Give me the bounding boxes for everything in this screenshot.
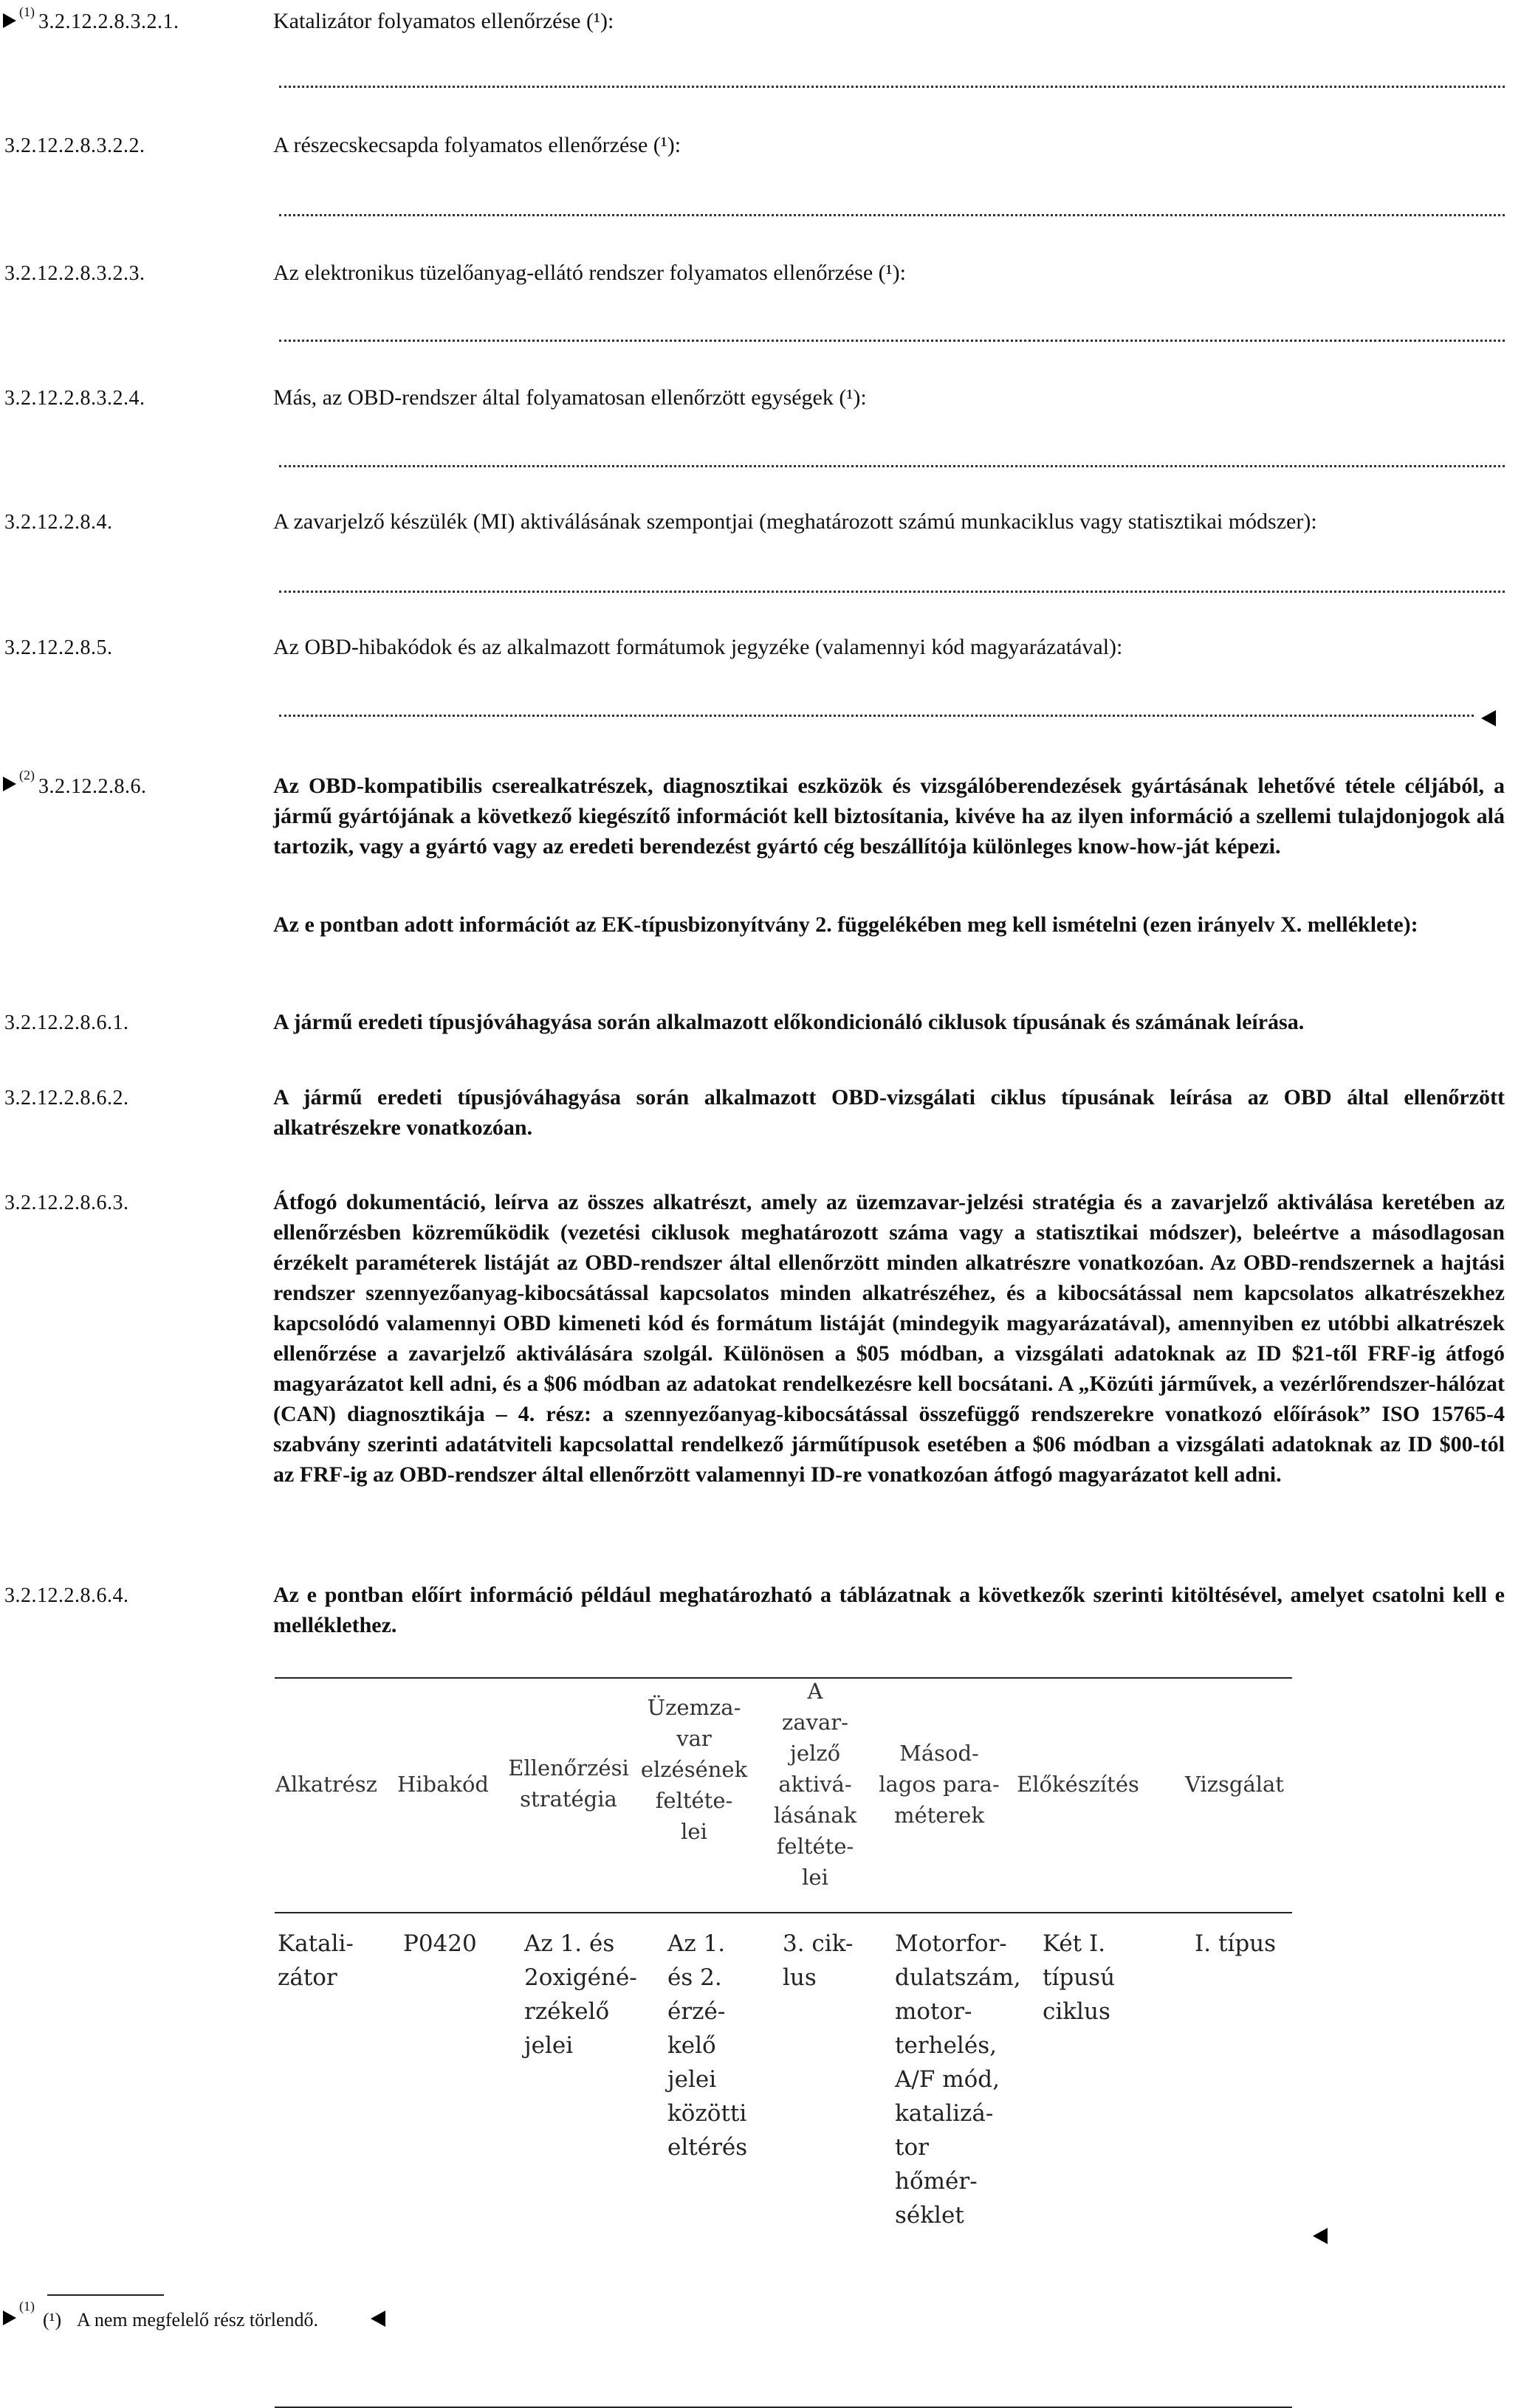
table-header-line: Előkészítés <box>1017 1772 1139 1797</box>
table-header-line: zavar- <box>782 1710 848 1735</box>
table-cell-line: dulatszám, <box>895 1964 1021 1991</box>
table-cell-line: Katali- <box>278 1930 354 1957</box>
table-cell-line: típusú <box>1043 1964 1116 1991</box>
table-header-line: méterek <box>893 1803 985 1828</box>
table-cell <box>895 1927 1021 2232</box>
item-text: A részecskecsapda folyamatos ellenőrzése (¹): <box>273 133 681 157</box>
table-cell-line: I. típus <box>1195 1930 1277 1957</box>
table-cell-line: és 2. <box>667 1964 722 1991</box>
table-cell <box>403 1927 477 1961</box>
dotted-fill-line <box>279 465 1505 467</box>
table-header-line: Hibakód <box>396 1772 489 1797</box>
subsection-number: 3.2.12.2.8.6.4. <box>4 1584 129 1607</box>
change-marker-start-icon <box>3 777 16 791</box>
section-paragraph: Az OBD-kompatibilis cserealkatrészek, diagnosztikai eszközök és vizsgálóberendezések gyártásának lehetővé tétele céljából, a jármű gyártójának a következő kiegészítő információt kell biztosítania, kivéve ha az ilyen információ a szellemi tulajdonjogok alá tartozik, vagy a gyártó vagy az eredeti berendezést gyártó cég beszállítója különleges know-how-ját képezi. <box>273 774 1505 859</box>
dotted-fill-line <box>279 86 1505 88</box>
table-header-cell <box>1153 1769 1316 1800</box>
change-marker-end-icon <box>1313 2228 1328 2244</box>
table-cell <box>1043 1927 1115 2029</box>
change-marker-end-icon <box>1481 710 1496 726</box>
table-header-line: lagos para- <box>879 1772 1000 1797</box>
table-cell-line: Motorfor- <box>895 1930 1007 1957</box>
change-marker-end-icon <box>371 2311 385 2327</box>
item-text: Más, az OBD-rendszer által folyamatosan ellenőrzött egységek (¹): <box>273 385 867 410</box>
footnote-ref: (¹) <box>43 2309 62 2330</box>
table-cell-line: rzékelő <box>524 1998 610 2025</box>
table-cell-line: érzé- <box>667 1998 726 2025</box>
table-cell-line: tor <box>895 2134 929 2161</box>
table-cell-line: ciklus <box>1043 1998 1110 2025</box>
table-header-cell <box>997 1769 1159 1800</box>
subsection-number: 3.2.12.2.8.6.2. <box>4 1087 129 1110</box>
change-marker-label: (1) <box>19 4 35 19</box>
dotted-fill-line <box>279 715 1474 717</box>
table-cell <box>783 1927 853 1995</box>
subsection-text: A jármű eredeti típusjóváhagyása során alkalmazott előkondicionáló ciklusok típusának és számának leírása. <box>273 1010 1305 1034</box>
table-header-line: Vizsgálat <box>1185 1772 1284 1797</box>
item-number: 3.2.12.2.8.3.2.2. <box>4 134 145 157</box>
table-cell-line: katalizá- <box>895 2100 994 2127</box>
subsection-text: A jármű eredeti típusjóváhagyása során alkalmazott OBD-vizsgálati ciklus típusának leírása az OBD által ellenőrzött alkatrészekre vonatkozóan. <box>273 1085 1505 1140</box>
footnote-text: A nem megfelelő rész törlendő. <box>77 2309 319 2330</box>
dotted-fill-line <box>279 340 1505 342</box>
table-cell-line: jelei <box>667 2066 717 2093</box>
table-cell <box>278 1927 354 1995</box>
table-header-line: Másod- <box>899 1741 979 1766</box>
table-header-line: feltéte- <box>776 1834 854 1859</box>
change-marker-label: (1) <box>19 2299 35 2314</box>
subsection-text: Az e pontban előírt információ például meghatározható a táblázatnak a következők szerinti kitöltésével, amelyet csatolni kell e melléklethez. <box>273 1583 1505 1637</box>
table-header-line: var <box>676 1726 712 1751</box>
table-header-line: lásának <box>773 1803 857 1828</box>
table-cell-line: kelő <box>667 2032 716 2059</box>
table-header-line: elzésének <box>640 1757 748 1782</box>
table-header-line: lei <box>802 1865 828 1890</box>
table-cell <box>1195 1927 1276 1961</box>
table-header-line: Alkatrész <box>275 1772 377 1797</box>
change-marker-label: (2) <box>19 768 35 782</box>
item-text: Az elektronikus tüzelőanyag-ellátó rendszer folyamatos ellenőrzése (¹): <box>273 261 906 285</box>
table-header-line: jelző <box>789 1741 841 1766</box>
section-paragraph: Az e pontban adott információt az EK-típusbizonyítvány 2. függelékében meg kell ismételni (ezen irányelv X. melléklete): <box>273 912 1418 937</box>
table-header-cell <box>858 1738 1020 1831</box>
item-number: 3.2.12.2.8.3.2.3. <box>4 262 145 285</box>
subsection-number: 3.2.12.2.8.6.1. <box>4 1011 129 1034</box>
table-header-line: Üzemza- <box>647 1695 741 1720</box>
table-cell <box>667 1927 747 2164</box>
table-cell-line: zátor <box>278 1964 337 1991</box>
table-header-line: A <box>807 1679 823 1704</box>
item-text: A zavarjelző készülék (MI) aktiválásának szempontjai (meghatározott számú munkaciklus vagy statisztikai módszer): <box>273 509 1317 534</box>
table-cell-line: A/F mód, <box>895 2066 1000 2093</box>
table-header-line: aktivá- <box>778 1772 852 1797</box>
table-header-line: Ellenőrzési <box>508 1755 629 1781</box>
table-header-rule <box>275 1912 1292 1913</box>
dotted-fill-line <box>279 214 1505 216</box>
item-text: Katalizátor folyamatos ellenőrzése (¹): <box>273 9 614 33</box>
item-number: 3.2.12.2.8.3.2.4. <box>4 387 145 410</box>
table-cell-line: P0420 <box>403 1930 477 1957</box>
change-marker-start-icon <box>3 13 16 28</box>
table-cell-line: közötti <box>667 2100 747 2127</box>
subsection-text: Átfogó dokumentáció, leírva az összes alkatrészt, amely az üzemzavar-jelzési stratégia és a zavarjelző aktiválása keretében az ellenőrzésben közreműködik (vezetési ciklusok meghatározott száma vagy a statisztikai módszer), beleértve a másodlagosan érzékelt paraméterek listáját az OBD-rendszer által ellenőrzött minden alkatrészre vonatkozóan. Az OBD-rendszernek a hajtási rendszer szennyezőanyag-kibocsátással kapcsolatos minden alkatrészéhez, és a kibocsátással nem kapcsolatos alkatrészekhez kapcsolódó valamennyi OBD kimeneti kód és formátum listáját (mindegyik magyarázatával), amennyiben ez utóbbi alkatrészek ellenőrzése a zavarjelző aktiválására szolgál. Különösen a $05 módban, a vizsgálati adatoknak az ID $21-től FRF-ig átfogó magyarázatot kell adni, és a $06 módban az adatokat rendelkezésre kell bocsátani. A „Közúti járművek, a vezérlőrendszer-hálózat (CAN) diagnosztikája – 4. rész: a szennyezőanyag-kibocsátással összefüggő rendszerekre vonatkozó előírások” ISO 15765-4 szabvány szerinti adatátviteli kapcsolattal rendelkező járműtípusok esetében a $06 módban a vizsgálati adatoknak az ID $00-tól az FRF-ig az OBD-rendszer által ellenőrzött valamennyi ID-re vonatkozóan átfogó magyarázatot kell adni. <box>273 1190 1505 1487</box>
item-text: Az OBD-hibakódok és az alkalmazott formátumok jegyzéke (valamennyi kód magyarázatával): <box>273 635 1123 659</box>
table-cell-line: Két I. <box>1043 1930 1106 1957</box>
table-header-line: stratégia <box>520 1786 617 1812</box>
item-number: 3.2.12.2.8.5. <box>4 636 113 659</box>
subsection-number: 3.2.12.2.8.6.3. <box>4 1191 129 1214</box>
table-cell-line: séklet <box>895 2202 964 2229</box>
table-cell-line: Az 1. és <box>524 1930 615 1957</box>
footnote-rule <box>47 2294 164 2296</box>
table-cell-line: eltérés <box>667 2134 748 2161</box>
table-cell <box>524 1927 637 2063</box>
item-number: 3.2.12.2.8.4. <box>4 511 113 534</box>
table-cell-line: Az 1. <box>667 1930 726 1957</box>
table-cell-line: 2oxigéné- <box>524 1964 637 1991</box>
table-header-line: lei <box>681 1819 707 1844</box>
table-cell-line: lus <box>783 1964 817 1991</box>
table-cell-line: motor- <box>895 1998 972 2025</box>
table-cell-line: hőmér- <box>895 2168 978 2195</box>
section-number: 3.2.12.2.8.6. <box>38 775 147 798</box>
table-cell-line: jelei <box>524 2032 574 2059</box>
item-number: 3.2.12.2.8.3.2.1. <box>38 10 179 33</box>
table-header-line: feltéte- <box>655 1788 733 1813</box>
dotted-fill-line <box>279 591 1505 593</box>
change-marker-start-icon <box>3 2311 16 2325</box>
table-cell-line: 3. cik- <box>783 1930 854 1957</box>
table-cell-line: terhelés, <box>895 2032 997 2059</box>
